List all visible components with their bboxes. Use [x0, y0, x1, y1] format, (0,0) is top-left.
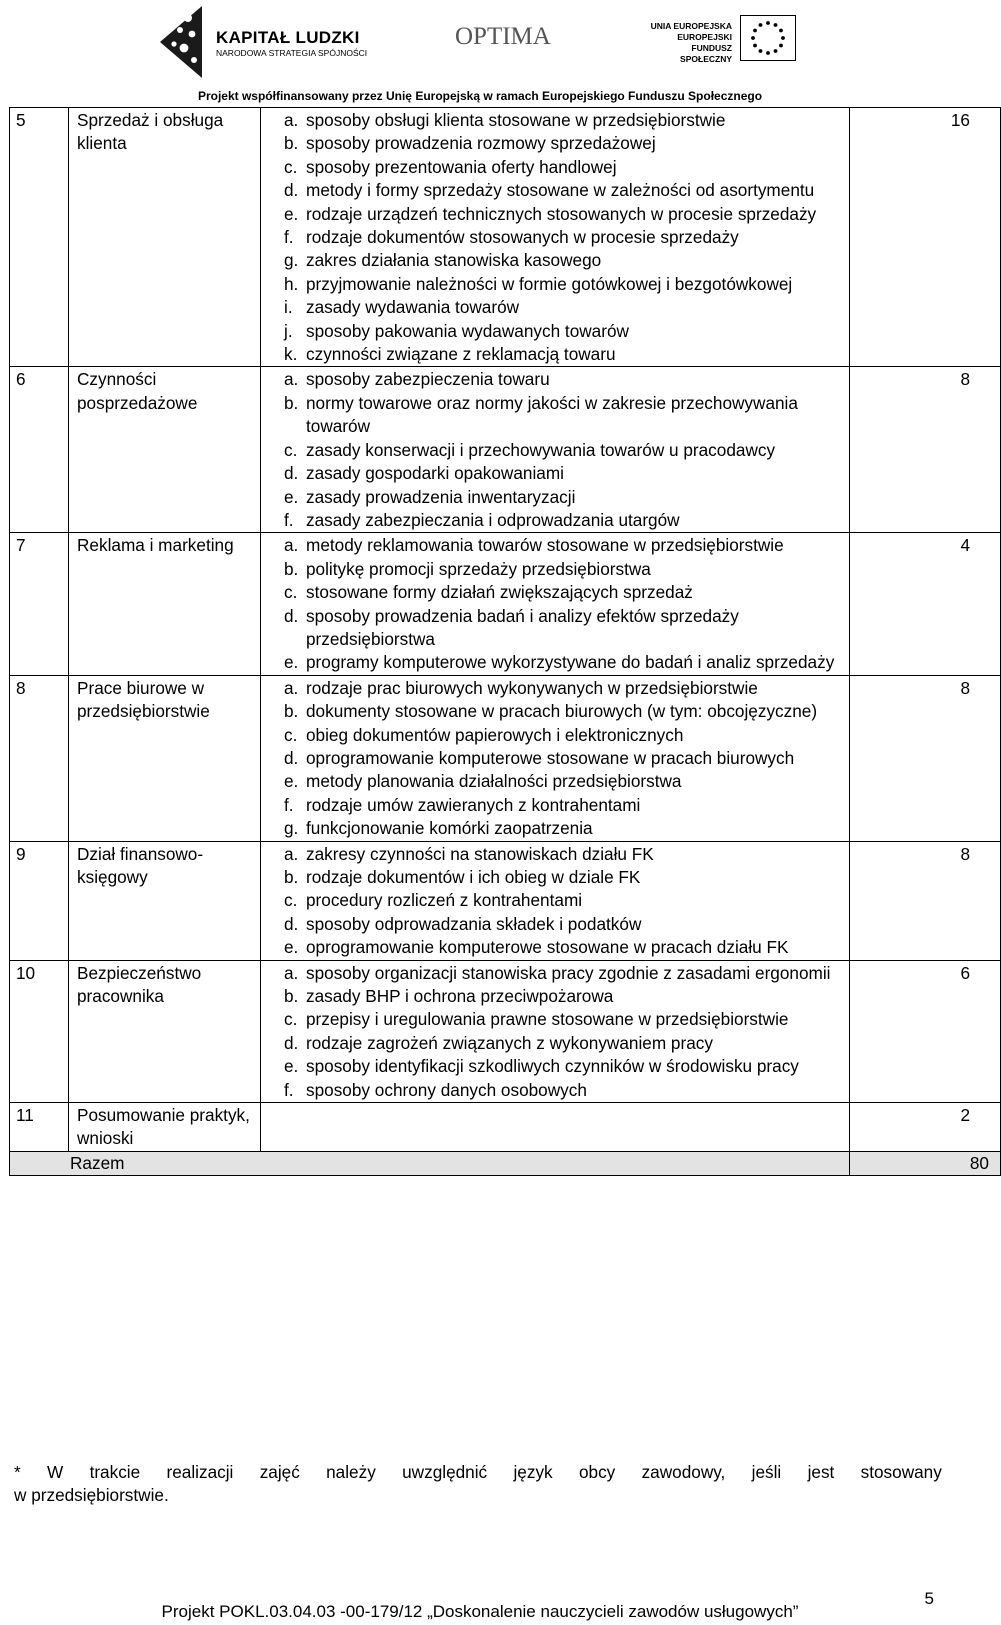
kl-title: KAPITAŁ LUDZKI	[216, 28, 360, 47]
topic-text: sposoby prowadzenia rozmowy sprzedażowej	[306, 133, 656, 154]
topic-text: zakres działania stanowiska kasowego	[306, 250, 602, 271]
topic-list	[261, 109, 849, 366]
topic-letter: h.	[284, 273, 299, 294]
topic-letter: d.	[284, 1032, 299, 1053]
topic-text: programy komputerowe wykorzystywane do badań i analiz sprzedaży	[306, 652, 835, 673]
topic-letter: e.	[284, 937, 299, 958]
topic-text: zakresy czynności na stanowiskach działu FK	[306, 843, 654, 864]
topic-text: zasady gospodarki opakowaniami	[306, 463, 564, 484]
topic-text: obieg dokumentów papierowych i elektronicznych	[306, 724, 684, 745]
list-item	[261, 889, 849, 912]
topic-letter: k.	[284, 344, 298, 365]
footnote	[14, 1461, 942, 1508]
module-topics	[261, 841, 850, 960]
topic-letter: e.	[284, 486, 299, 507]
module-name: Reklama i marketing	[69, 533, 261, 675]
ue-logo	[640, 15, 800, 75]
topic-letter: a.	[284, 535, 299, 556]
topic-text: zasady zabezpieczania i odprowadzania utargów	[306, 509, 680, 530]
table-row	[10, 533, 1001, 675]
topic-text: sposoby obsługi klienta stosowane w przedsiębiorstwie	[306, 110, 726, 130]
footnote-word: należy	[326, 1462, 376, 1482]
list-item	[261, 985, 849, 1008]
row-number: 11	[10, 1103, 69, 1152]
list-item	[261, 1055, 849, 1078]
footnote-word: jeśli	[751, 1462, 782, 1482]
topic-list	[261, 843, 849, 960]
topic-text: czynności związane z reklamacją towaru	[306, 344, 616, 365]
optima-logo	[455, 23, 551, 57]
list-item	[261, 817, 849, 840]
table-row	[10, 675, 1001, 841]
topic-letter: d.	[284, 605, 299, 626]
topic-text: sposoby pakowania wydawanych towarów	[306, 320, 629, 341]
row-number: 5	[10, 108, 69, 367]
topic-text: przepisy i uregulowania prawne stosowane w przedsiębiorstwie	[306, 1009, 789, 1030]
topic-letter: b.	[284, 133, 299, 154]
topic-text: metody planowania działalności przedsiębiorstwa	[306, 771, 682, 792]
kl-subtitle: NARODOWA STRATEGIA SPÓJNOŚCI	[216, 48, 368, 58]
ue-line-3: FUNDUSZ SPOŁECZNY	[680, 43, 732, 64]
topic-letter: d.	[284, 180, 299, 201]
topic-letter: a.	[284, 962, 299, 983]
module-hours: 4	[850, 533, 1001, 675]
footnote-line-2: w przedsiębiorstwie.	[14, 1485, 169, 1506]
list-item	[261, 392, 849, 439]
topic-letter: b.	[284, 986, 299, 1007]
module-topics	[261, 1103, 850, 1152]
list-item	[261, 343, 849, 366]
list-item	[261, 439, 849, 462]
topic-text: metody i formy sprzedaży stosowane w zależności od asortymentu	[306, 180, 815, 201]
topic-text: rodzaje zagrożeń związanych z wykonywaniem pracy	[306, 1032, 713, 1053]
topic-letter: b.	[284, 558, 299, 579]
topic-text: rodzaje urządzeń technicznych stosowanych w procesie sprzedaży	[306, 203, 817, 224]
module-name: Czynności posprzedażowe	[69, 367, 261, 533]
kapital-ludzki-logo	[158, 4, 388, 84]
list-item	[261, 509, 849, 532]
topic-letter: c.	[284, 890, 298, 911]
eu-star-icon	[766, 21, 770, 25]
topic-text: dokumenty stosowane w pracach biurowych (w tym: obcojęzyczne)	[306, 701, 818, 722]
module-name: Sprzedaż i obsługa klienta	[69, 108, 261, 367]
topic-letter: c.	[284, 439, 298, 460]
footnote-word: trakcie	[89, 1462, 141, 1482]
topic-text: oprogramowanie komputerowe stosowane w pracach biurowych	[306, 747, 795, 768]
list-item	[261, 724, 849, 747]
list-item	[261, 605, 849, 652]
module-topics	[261, 108, 850, 367]
list-item	[261, 558, 849, 581]
topic-text: politykę promocji sprzedaży przedsiębiorstwa	[306, 558, 651, 579]
topic-text: sposoby ochrony danych osobowych	[306, 1079, 587, 1100]
list-item	[261, 486, 849, 509]
eu-star-icon	[759, 49, 763, 53]
list-item	[261, 273, 849, 296]
ue-line-1: UNIA EUROPEJSKA	[650, 21, 732, 31]
topic-text: zasady konserwacji i przechowywania towarów u pracodawcy	[306, 439, 776, 460]
practice-program-table	[9, 107, 1001, 1176]
topic-letter: c.	[284, 1009, 298, 1030]
topic-list	[261, 368, 849, 532]
topic-list	[261, 677, 849, 841]
footnote-word: stosowany	[860, 1462, 942, 1482]
topic-letter: c.	[284, 582, 298, 603]
topic-text: metody reklamowania towarów stosowane w przedsiębiorstwie	[306, 535, 784, 556]
eu-star-icon	[753, 44, 757, 48]
list-item	[261, 913, 849, 936]
topic-letter: a.	[284, 110, 299, 130]
table-row	[10, 1103, 1001, 1152]
topic-text: sposoby identyfikacji szkodliwych czynników w środowisku pracy	[306, 1056, 799, 1077]
list-item	[261, 368, 849, 391]
eu-flag-icon	[740, 15, 796, 61]
list-item	[261, 249, 849, 272]
topic-text: sposoby prowadzenia badań i analizy efektów sprzedaży przedsiębiorstwa	[306, 605, 739, 649]
topic-text: sposoby zabezpieczenia towaru	[306, 369, 550, 390]
topic-letter: f.	[284, 1079, 294, 1100]
eu-star-icon	[751, 36, 755, 40]
module-hours: 8	[850, 675, 1001, 841]
footnote-word: realizacji	[166, 1462, 234, 1482]
table-row	[10, 960, 1001, 1102]
eu-star-icon	[779, 44, 783, 48]
topic-text: normy towarowe oraz normy jakości w zakresie przechowywania towarów	[306, 392, 798, 437]
footnote-word: jest	[807, 1462, 835, 1482]
row-number: 9	[10, 841, 69, 960]
list-item	[261, 203, 849, 226]
list-item	[261, 581, 849, 604]
topic-text: rodzaje prac biurowych wykonywanych w przedsiębiorstwie	[306, 677, 758, 698]
topic-text: zasady wydawania towarów	[306, 297, 520, 318]
row-number: 6	[10, 367, 69, 533]
module-hours: 8	[850, 841, 1001, 960]
list-item	[261, 700, 849, 723]
topic-text: zasady BHP i ochrona przeciwpożarowa	[306, 986, 614, 1007]
list-item	[261, 770, 849, 793]
footnote-word: obcy	[578, 1462, 616, 1482]
module-name: Posumowanie praktyk, wnioski	[69, 1103, 261, 1152]
topic-letter: d.	[284, 913, 299, 934]
footnote-line-1	[14, 1461, 942, 1484]
row-number: 7	[10, 533, 69, 675]
module-topics	[261, 367, 850, 533]
eu-star-icon	[774, 49, 778, 53]
topic-text: rodzaje dokumentów stosowanych w procesie sprzedaży	[306, 227, 739, 248]
optima-text: OPTIMA	[455, 23, 551, 50]
module-hours: 16	[850, 108, 1001, 367]
topic-letter: e.	[284, 771, 299, 792]
topic-letter: d.	[284, 463, 299, 484]
list-item	[261, 1032, 849, 1055]
list-item	[261, 651, 849, 674]
project-cofinancing-line: Projekt współfinansowany przez Unię Europejską w ramach Europejskiego Funduszu Społecznego	[197, 89, 763, 103]
topic-text: oprogramowanie komputerowe stosowane w pracach działu FK	[306, 937, 789, 958]
eu-star-icon	[766, 51, 770, 55]
page-number: 5	[924, 1589, 934, 1608]
topic-text: rodzaje umów zawieranych z kontrahentami	[306, 794, 641, 815]
topic-text: funkcjonowanie komórki zaopatrzenia	[306, 818, 593, 839]
footnote-word: język	[513, 1462, 553, 1482]
topic-letter: b.	[284, 701, 299, 722]
topic-list	[261, 534, 849, 674]
list-item	[261, 296, 849, 319]
list-item	[261, 462, 849, 485]
ue-text	[640, 21, 732, 65]
eu-star-icon	[759, 23, 763, 27]
topic-letter: d.	[284, 747, 299, 768]
list-item	[261, 156, 849, 179]
list-item	[261, 132, 849, 155]
list-item	[261, 962, 849, 985]
list-item	[261, 320, 849, 343]
module-name: Prace biurowe w przedsiębiorstwie	[69, 675, 261, 841]
topic-letter: j.	[284, 320, 293, 341]
topic-text: rodzaje dokumentów i ich obieg w dziale FK	[306, 867, 641, 887]
document-header	[0, 0, 960, 110]
topic-letter: b.	[284, 392, 299, 413]
eu-star-icon	[753, 29, 757, 33]
topic-letter: g.	[284, 250, 299, 271]
topic-text: przyjmowanie należności w formie gotówkowej i bezgotówkowej	[306, 273, 793, 294]
module-name: Bezpieczeństwo pracownika	[69, 960, 261, 1102]
topic-letter: i.	[284, 297, 293, 318]
footnote-word: uwzględnić	[402, 1462, 488, 1482]
module-topics	[261, 675, 850, 841]
footnote-word: zawodowy,	[641, 1462, 726, 1482]
list-item	[261, 179, 849, 202]
topic-letter: f.	[284, 509, 294, 530]
topic-letter: c.	[284, 724, 298, 745]
list-item	[261, 866, 849, 889]
row-number: 8	[10, 675, 69, 841]
topic-letter: a.	[284, 843, 299, 864]
topic-letter: e.	[284, 1056, 299, 1077]
topic-letter: c.	[284, 156, 298, 177]
kapital-ludzki-emblem-icon	[158, 4, 210, 80]
page-footer: Projekt POKL.03.04.03 -00-179/12 „Doskonalenie nauczycieli zawodów usługowych”	[161, 1602, 799, 1621]
topic-letter: e.	[284, 652, 299, 673]
topic-text: sposoby odprowadzania składek i podatków	[306, 913, 642, 934]
list-item	[261, 534, 849, 557]
module-topics	[261, 960, 850, 1102]
eu-star-icon	[779, 29, 783, 33]
footnote-word: *	[14, 1462, 21, 1482]
topic-text: procedury rozliczeń z kontrahentami	[306, 890, 583, 911]
list-item	[261, 843, 849, 866]
topic-letter: f.	[284, 227, 294, 248]
topic-text: sposoby prezentowania oferty handlowej	[306, 156, 617, 177]
list-item	[261, 1079, 849, 1102]
ue-line-2: EUROPEJSKI	[677, 32, 732, 42]
eu-star-icon	[781, 36, 785, 40]
module-name: Dział finansowo-księgowy	[69, 841, 261, 960]
list-item	[261, 747, 849, 770]
topic-letter: a.	[284, 677, 299, 698]
topic-letter: f.	[284, 794, 294, 815]
total-row	[10, 1151, 1001, 1175]
topic-letter: e.	[284, 203, 299, 224]
module-hours: 2	[850, 1103, 1001, 1152]
table-row	[10, 841, 1001, 960]
topic-text: sposoby organizacji stanowiska pracy zgodnie z zasadami ergonomii	[306, 962, 831, 983]
list-item	[261, 109, 849, 132]
topic-letter: a.	[284, 369, 299, 390]
list-item	[261, 677, 849, 700]
topic-letter: b.	[284, 867, 299, 887]
list-item	[261, 794, 849, 817]
total-value: 80	[850, 1151, 1001, 1175]
row-number: 10	[10, 960, 69, 1102]
module-hours: 8	[850, 367, 1001, 533]
total-label: Razem	[10, 1151, 850, 1175]
footnote-word: W	[47, 1462, 64, 1482]
module-hours: 6	[850, 960, 1001, 1102]
list-item	[261, 1008, 849, 1031]
topic-text: stosowane formy działań zwiększających sprzedaż	[306, 582, 693, 603]
list-item	[261, 936, 849, 959]
footnote-word: zajęć	[259, 1462, 300, 1482]
topic-letter: g.	[284, 818, 299, 839]
table-row	[10, 367, 1001, 533]
list-item	[261, 226, 849, 249]
eu-star-icon	[774, 23, 778, 27]
module-topics	[261, 533, 850, 675]
table-row	[10, 108, 1001, 367]
topic-list	[261, 962, 849, 1102]
topic-text: zasady prowadzenia inwentaryzacji	[306, 486, 576, 507]
